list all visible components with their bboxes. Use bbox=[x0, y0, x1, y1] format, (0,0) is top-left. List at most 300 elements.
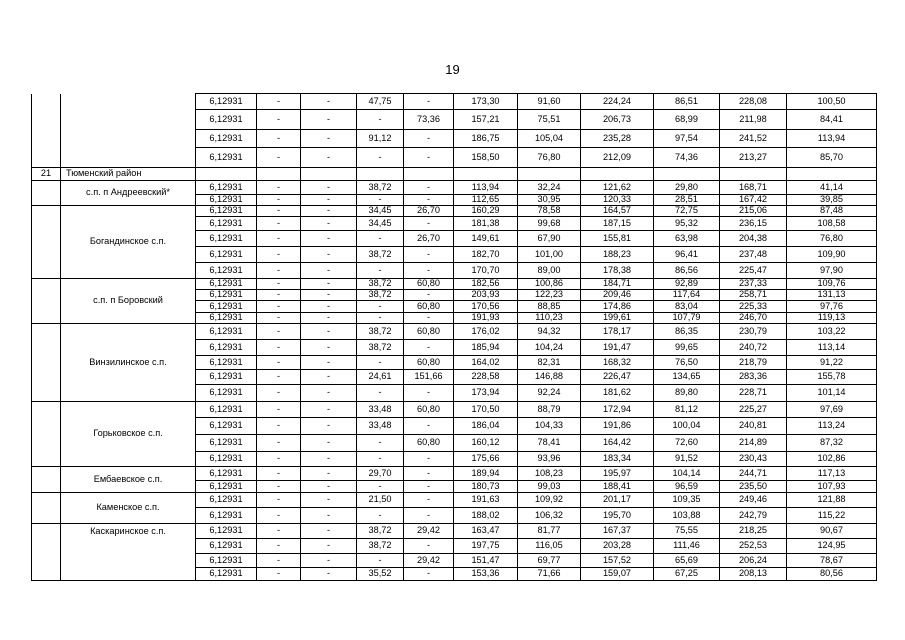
value-cell: 209,46 bbox=[581, 290, 654, 301]
value-cell: 60,80 bbox=[404, 435, 454, 452]
value-cell: - bbox=[257, 148, 301, 168]
value-cell: - bbox=[357, 313, 404, 324]
value-cell: 101,14 bbox=[787, 385, 877, 402]
value-cell: 87,48 bbox=[787, 206, 877, 217]
value-cell: - bbox=[357, 231, 404, 247]
value-cell: 99,68 bbox=[518, 217, 581, 231]
value-cell: 206,24 bbox=[720, 554, 787, 568]
table-row bbox=[32, 524, 877, 539]
value-cell: - bbox=[257, 340, 301, 356]
value-cell: 109,35 bbox=[654, 493, 720, 508]
value-cell: 38,72 bbox=[357, 340, 404, 356]
value-cell: 60,80 bbox=[404, 402, 454, 418]
value-cell: 104,24 bbox=[518, 340, 581, 356]
value-cell: - bbox=[257, 206, 301, 217]
value-cell: 6,12931 bbox=[196, 481, 257, 493]
value-cell: 92,24 bbox=[518, 385, 581, 402]
value-cell: 97,90 bbox=[787, 263, 877, 279]
value-cell: 155,81 bbox=[581, 231, 654, 247]
number-cell bbox=[32, 467, 61, 493]
value-cell: 107,79 bbox=[654, 313, 720, 324]
value-cell: - bbox=[301, 217, 357, 231]
value-cell: - bbox=[404, 290, 454, 301]
value-cell: 225,27 bbox=[720, 402, 787, 418]
value-cell: 84,41 bbox=[787, 110, 877, 130]
value-cell: 81,12 bbox=[654, 402, 720, 418]
table-row bbox=[32, 467, 877, 481]
value-cell: - bbox=[404, 263, 454, 279]
value-cell: 182,56 bbox=[454, 279, 518, 290]
value-cell: 6,12931 bbox=[196, 418, 257, 435]
value-cell: 167,37 bbox=[581, 524, 654, 539]
value-cell: 131,13 bbox=[787, 290, 877, 301]
value-cell: - bbox=[357, 481, 404, 493]
number-cell bbox=[32, 94, 61, 168]
district-row bbox=[32, 168, 877, 181]
value-cell: 29,80 bbox=[654, 181, 720, 195]
value-cell: 175,66 bbox=[454, 452, 518, 467]
value-cell: 199,61 bbox=[581, 313, 654, 324]
value-cell: 91,60 bbox=[518, 94, 581, 110]
value-cell: - bbox=[301, 568, 357, 581]
value-cell: 110,23 bbox=[518, 313, 581, 324]
value-cell: 95,32 bbox=[654, 217, 720, 231]
value-cell: 225,33 bbox=[720, 301, 787, 313]
empty-cell bbox=[257, 168, 301, 181]
value-cell: 178,17 bbox=[581, 324, 654, 340]
value-cell: 74,36 bbox=[654, 148, 720, 168]
value-cell: 164,02 bbox=[454, 356, 518, 370]
value-cell: 93,96 bbox=[518, 452, 581, 467]
value-cell: 6,12931 bbox=[196, 467, 257, 481]
value-cell: 6,12931 bbox=[196, 435, 257, 452]
value-cell: 6,12931 bbox=[196, 402, 257, 418]
value-cell: 34,45 bbox=[357, 206, 404, 217]
value-cell: 183,34 bbox=[581, 452, 654, 467]
value-cell: - bbox=[301, 94, 357, 110]
value-cell: 208,13 bbox=[720, 568, 787, 581]
value-cell: 6,12931 bbox=[196, 181, 257, 195]
settlement-name: с.п. п Боровский bbox=[61, 279, 196, 324]
value-cell: 174,86 bbox=[581, 301, 654, 313]
value-cell: 97,69 bbox=[787, 402, 877, 418]
value-cell: 168,71 bbox=[720, 181, 787, 195]
value-cell: - bbox=[404, 217, 454, 231]
value-cell: 6,12931 bbox=[196, 217, 257, 231]
value-cell: - bbox=[404, 385, 454, 402]
value-cell: 34,45 bbox=[357, 217, 404, 231]
value-cell: - bbox=[257, 467, 301, 481]
empty-cell bbox=[654, 168, 720, 181]
value-cell: 214,89 bbox=[720, 435, 787, 452]
value-cell: 151,66 bbox=[404, 370, 454, 385]
value-cell: 6,12931 bbox=[196, 385, 257, 402]
value-cell: 109,90 bbox=[787, 247, 877, 263]
value-cell: 163,47 bbox=[454, 524, 518, 539]
value-cell: 38,72 bbox=[357, 524, 404, 539]
value-cell: 105,04 bbox=[518, 130, 581, 148]
value-cell: 215,06 bbox=[720, 206, 787, 217]
value-cell: - bbox=[357, 356, 404, 370]
tariff-table bbox=[31, 93, 877, 581]
value-cell: 32,24 bbox=[518, 181, 581, 195]
value-cell: 181,38 bbox=[454, 217, 518, 231]
value-cell: - bbox=[404, 418, 454, 435]
value-cell: - bbox=[257, 231, 301, 247]
value-cell: - bbox=[301, 481, 357, 493]
value-cell: 178,38 bbox=[581, 263, 654, 279]
value-cell: - bbox=[257, 279, 301, 290]
value-cell: - bbox=[257, 524, 301, 539]
value-cell: 6,12931 bbox=[196, 148, 257, 168]
value-cell: - bbox=[257, 324, 301, 340]
value-cell: 35,52 bbox=[357, 568, 404, 581]
value-cell: 258,71 bbox=[720, 290, 787, 301]
value-cell: 90,67 bbox=[787, 524, 877, 539]
value-cell: 117,64 bbox=[654, 290, 720, 301]
value-cell: - bbox=[257, 110, 301, 130]
value-cell: - bbox=[257, 481, 301, 493]
value-cell: 188,41 bbox=[581, 481, 654, 493]
value-cell: 86,35 bbox=[654, 324, 720, 340]
value-cell: 88,79 bbox=[518, 402, 581, 418]
value-cell: - bbox=[301, 418, 357, 435]
value-cell: 33,48 bbox=[357, 402, 404, 418]
value-cell: - bbox=[301, 206, 357, 217]
value-cell: 6,12931 bbox=[196, 452, 257, 467]
empty-cell bbox=[720, 168, 787, 181]
value-cell: 153,36 bbox=[454, 568, 518, 581]
number-cell bbox=[32, 181, 61, 206]
value-cell: 6,12931 bbox=[196, 231, 257, 247]
table-row bbox=[32, 402, 877, 418]
value-cell: 120,33 bbox=[581, 195, 654, 206]
value-cell: 28,51 bbox=[654, 195, 720, 206]
value-cell: 100,50 bbox=[787, 94, 877, 110]
value-cell: 97,76 bbox=[787, 301, 877, 313]
value-cell: - bbox=[404, 195, 454, 206]
settlement-cell bbox=[61, 94, 196, 168]
value-cell: 184,71 bbox=[581, 279, 654, 290]
value-cell: 6,12931 bbox=[196, 313, 257, 324]
value-cell: 78,58 bbox=[518, 206, 581, 217]
value-cell: 33,48 bbox=[357, 418, 404, 435]
value-cell: 63,98 bbox=[654, 231, 720, 247]
value-cell: - bbox=[404, 181, 454, 195]
value-cell: 91,12 bbox=[357, 130, 404, 148]
value-cell: - bbox=[301, 402, 357, 418]
value-cell: 134,65 bbox=[654, 370, 720, 385]
value-cell: - bbox=[257, 130, 301, 148]
number-cell bbox=[32, 402, 61, 467]
value-cell: 172,94 bbox=[581, 402, 654, 418]
value-cell: - bbox=[301, 539, 357, 554]
value-cell: - bbox=[301, 435, 357, 452]
value-cell: - bbox=[257, 94, 301, 110]
value-cell: 91,22 bbox=[787, 356, 877, 370]
value-cell: - bbox=[357, 508, 404, 524]
value-cell: 213,27 bbox=[720, 148, 787, 168]
value-cell: 75,55 bbox=[654, 524, 720, 539]
empty-cell bbox=[301, 168, 357, 181]
value-cell: 116,05 bbox=[518, 539, 581, 554]
value-cell: 106,32 bbox=[518, 508, 581, 524]
value-cell: - bbox=[257, 385, 301, 402]
value-cell: 69,77 bbox=[518, 554, 581, 568]
settlement-name: Каменское с.п. bbox=[61, 493, 196, 524]
value-cell: - bbox=[301, 467, 357, 481]
value-cell: 191,93 bbox=[454, 313, 518, 324]
value-cell: 104,14 bbox=[654, 467, 720, 481]
value-cell: 242,79 bbox=[720, 508, 787, 524]
value-cell: 67,25 bbox=[654, 568, 720, 581]
value-cell: - bbox=[257, 217, 301, 231]
value-cell: - bbox=[404, 508, 454, 524]
value-cell: 92,89 bbox=[654, 279, 720, 290]
value-cell: 60,80 bbox=[404, 279, 454, 290]
value-cell: 195,97 bbox=[581, 467, 654, 481]
value-cell: 218,79 bbox=[720, 356, 787, 370]
value-cell: 26,70 bbox=[404, 231, 454, 247]
value-cell: - bbox=[404, 568, 454, 581]
value-cell: 99,65 bbox=[654, 340, 720, 356]
value-cell: 113,94 bbox=[787, 130, 877, 148]
value-cell: - bbox=[404, 340, 454, 356]
value-cell: 170,56 bbox=[454, 301, 518, 313]
value-cell: 87,32 bbox=[787, 435, 877, 452]
value-cell: 30,95 bbox=[518, 195, 581, 206]
value-cell: - bbox=[301, 247, 357, 263]
value-cell: 240,81 bbox=[720, 418, 787, 435]
table-row bbox=[32, 493, 877, 508]
value-cell: 80,56 bbox=[787, 568, 877, 581]
value-cell: - bbox=[257, 356, 301, 370]
value-cell: 203,93 bbox=[454, 290, 518, 301]
value-cell: 159,07 bbox=[581, 568, 654, 581]
value-cell: 252,53 bbox=[720, 539, 787, 554]
value-cell: 122,23 bbox=[518, 290, 581, 301]
value-cell: 108,58 bbox=[787, 217, 877, 231]
value-cell: 201,17 bbox=[581, 493, 654, 508]
value-cell: 241,52 bbox=[720, 130, 787, 148]
value-cell: - bbox=[357, 385, 404, 402]
value-cell: 101,00 bbox=[518, 247, 581, 263]
value-cell: 6,12931 bbox=[196, 206, 257, 217]
value-cell: 6,12931 bbox=[196, 324, 257, 340]
value-cell: 60,80 bbox=[404, 301, 454, 313]
value-cell: 230,43 bbox=[720, 452, 787, 467]
value-cell: 146,88 bbox=[518, 370, 581, 385]
value-cell: 60,80 bbox=[404, 324, 454, 340]
value-cell: 82,31 bbox=[518, 356, 581, 370]
value-cell: - bbox=[301, 508, 357, 524]
value-cell: 26,70 bbox=[404, 206, 454, 217]
value-cell: 83,04 bbox=[654, 301, 720, 313]
value-cell: 157,21 bbox=[454, 110, 518, 130]
value-cell: - bbox=[257, 568, 301, 581]
value-cell: 240,72 bbox=[720, 340, 787, 356]
value-cell: 230,79 bbox=[720, 324, 787, 340]
table-row bbox=[32, 206, 877, 217]
value-cell: 68,99 bbox=[654, 110, 720, 130]
value-cell: 180,73 bbox=[454, 481, 518, 493]
empty-cell bbox=[357, 168, 404, 181]
value-cell: - bbox=[301, 340, 357, 356]
value-cell: 89,80 bbox=[654, 385, 720, 402]
value-cell: 186,75 bbox=[454, 130, 518, 148]
value-cell: 176,02 bbox=[454, 324, 518, 340]
settlement-name: с.п. п Андреевский* bbox=[61, 181, 196, 206]
value-cell: 81,77 bbox=[518, 524, 581, 539]
value-cell: - bbox=[257, 370, 301, 385]
value-cell: 6,12931 bbox=[196, 554, 257, 568]
settlement-name: Горьковское с.п. bbox=[61, 402, 196, 467]
value-cell: 103,22 bbox=[787, 324, 877, 340]
district-number: 21 bbox=[32, 168, 61, 181]
value-cell: 117,13 bbox=[787, 467, 877, 481]
value-cell: 170,70 bbox=[454, 263, 518, 279]
empty-cell bbox=[518, 168, 581, 181]
value-cell: 6,12931 bbox=[196, 195, 257, 206]
value-cell: 38,72 bbox=[357, 181, 404, 195]
value-cell: - bbox=[301, 130, 357, 148]
value-cell: - bbox=[301, 148, 357, 168]
value-cell: - bbox=[257, 301, 301, 313]
value-cell: 76,80 bbox=[518, 148, 581, 168]
value-cell: - bbox=[301, 524, 357, 539]
value-cell: - bbox=[404, 247, 454, 263]
value-cell: 6,12931 bbox=[196, 279, 257, 290]
empty-cell bbox=[454, 168, 518, 181]
value-cell: 109,76 bbox=[787, 279, 877, 290]
value-cell: 237,33 bbox=[720, 279, 787, 290]
value-cell: - bbox=[301, 231, 357, 247]
value-cell: 60,80 bbox=[404, 356, 454, 370]
value-cell: 121,88 bbox=[787, 493, 877, 508]
value-cell: 224,24 bbox=[581, 94, 654, 110]
value-cell: 38,72 bbox=[357, 279, 404, 290]
value-cell: - bbox=[301, 370, 357, 385]
settlement-name: Каскаринское с.п. bbox=[61, 524, 196, 581]
value-cell: - bbox=[257, 195, 301, 206]
value-cell: 38,72 bbox=[357, 539, 404, 554]
value-cell: 149,61 bbox=[454, 231, 518, 247]
value-cell: 85,70 bbox=[787, 148, 877, 168]
value-cell: 124,95 bbox=[787, 539, 877, 554]
value-cell: 75,51 bbox=[518, 110, 581, 130]
value-cell: 155,78 bbox=[787, 370, 877, 385]
value-cell: 6,12931 bbox=[196, 508, 257, 524]
value-cell: 71,66 bbox=[518, 568, 581, 581]
value-cell: - bbox=[301, 301, 357, 313]
value-cell: - bbox=[257, 263, 301, 279]
value-cell: 111,46 bbox=[654, 539, 720, 554]
value-cell: 185,94 bbox=[454, 340, 518, 356]
settlement-name: Винзилинское с.п. bbox=[61, 324, 196, 402]
value-cell: 78,41 bbox=[518, 435, 581, 452]
value-cell: - bbox=[257, 452, 301, 467]
value-cell: 237,48 bbox=[720, 247, 787, 263]
value-cell: 6,12931 bbox=[196, 290, 257, 301]
value-cell: - bbox=[404, 313, 454, 324]
value-cell: 102,86 bbox=[787, 452, 877, 467]
number-cell bbox=[32, 279, 61, 324]
value-cell: 228,58 bbox=[454, 370, 518, 385]
value-cell: 6,12931 bbox=[196, 524, 257, 539]
value-cell: - bbox=[257, 539, 301, 554]
value-cell: - bbox=[301, 356, 357, 370]
value-cell: 158,50 bbox=[454, 148, 518, 168]
value-cell: 218,25 bbox=[720, 524, 787, 539]
value-cell: 173,94 bbox=[454, 385, 518, 402]
value-cell: - bbox=[301, 195, 357, 206]
value-cell: - bbox=[301, 110, 357, 130]
value-cell: 6,12931 bbox=[196, 130, 257, 148]
value-cell: 204,38 bbox=[720, 231, 787, 247]
value-cell: - bbox=[301, 279, 357, 290]
value-cell: 6,12931 bbox=[196, 539, 257, 554]
value-cell: 151,47 bbox=[454, 554, 518, 568]
value-cell: 191,47 bbox=[581, 340, 654, 356]
value-cell: 246,70 bbox=[720, 313, 787, 324]
value-cell: 38,72 bbox=[357, 324, 404, 340]
value-cell: - bbox=[301, 313, 357, 324]
value-cell: 182,70 bbox=[454, 247, 518, 263]
value-cell: 29,42 bbox=[404, 524, 454, 539]
value-cell: 119,13 bbox=[787, 313, 877, 324]
value-cell: 99,03 bbox=[518, 481, 581, 493]
value-cell: 88,85 bbox=[518, 301, 581, 313]
value-cell: - bbox=[357, 148, 404, 168]
value-cell: 211,98 bbox=[720, 110, 787, 130]
value-cell: 168,32 bbox=[581, 356, 654, 370]
value-cell: 113,94 bbox=[454, 181, 518, 195]
value-cell: - bbox=[301, 554, 357, 568]
number-cell bbox=[32, 524, 61, 581]
value-cell: 6,12931 bbox=[196, 493, 257, 508]
value-cell: 226,47 bbox=[581, 370, 654, 385]
value-cell: 109,92 bbox=[518, 493, 581, 508]
value-cell: 121,62 bbox=[581, 181, 654, 195]
value-cell: 244,71 bbox=[720, 467, 787, 481]
settlement-name: Богандинское с.п. bbox=[61, 206, 196, 279]
value-cell: - bbox=[404, 130, 454, 148]
value-cell: - bbox=[357, 110, 404, 130]
value-cell: 96,59 bbox=[654, 481, 720, 493]
value-cell: - bbox=[301, 263, 357, 279]
value-cell: 108,23 bbox=[518, 467, 581, 481]
value-cell: 228,71 bbox=[720, 385, 787, 402]
value-cell: - bbox=[357, 554, 404, 568]
value-cell: 6,12931 bbox=[196, 370, 257, 385]
value-cell: 65,69 bbox=[654, 554, 720, 568]
value-cell: 47,75 bbox=[357, 94, 404, 110]
number-cell bbox=[32, 493, 61, 524]
value-cell: - bbox=[257, 554, 301, 568]
district-name: Тюменский район bbox=[61, 168, 196, 181]
value-cell: - bbox=[404, 539, 454, 554]
empty-cell bbox=[787, 168, 877, 181]
value-cell: 6,12931 bbox=[196, 263, 257, 279]
value-cell: 91,52 bbox=[654, 452, 720, 467]
value-cell: - bbox=[301, 493, 357, 508]
value-cell: - bbox=[301, 181, 357, 195]
value-cell: 100,86 bbox=[518, 279, 581, 290]
value-cell: 39,85 bbox=[787, 195, 877, 206]
value-cell: 173,30 bbox=[454, 94, 518, 110]
value-cell: 112,65 bbox=[454, 195, 518, 206]
value-cell: 97,54 bbox=[654, 130, 720, 148]
